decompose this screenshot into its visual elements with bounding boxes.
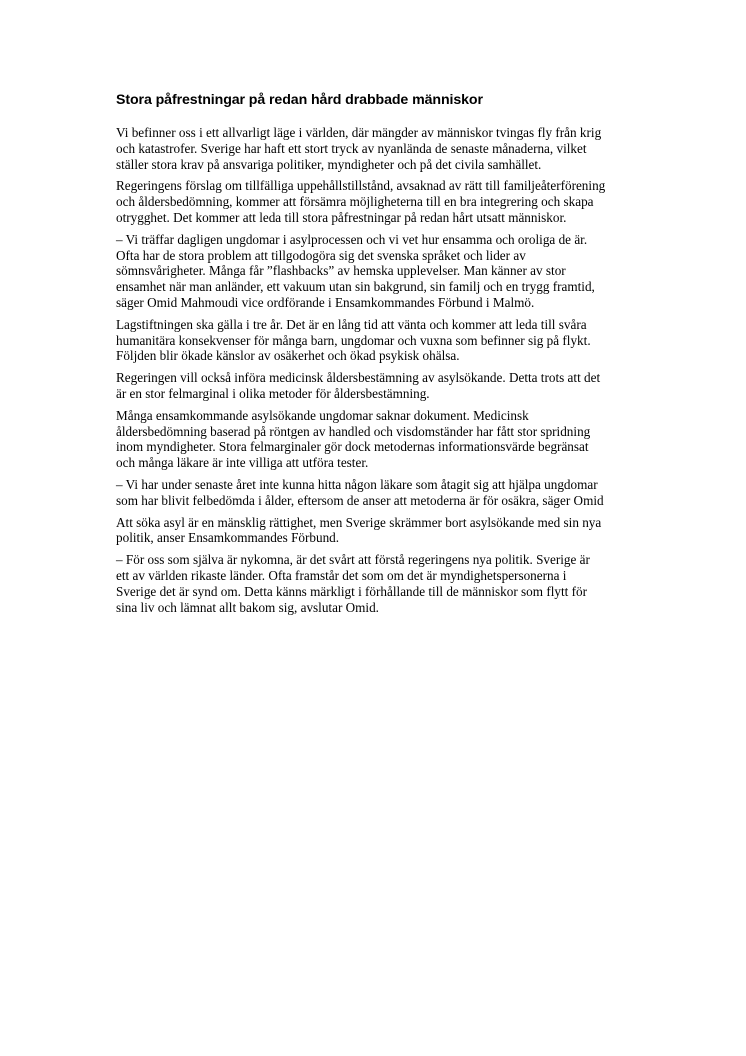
document-body [116,125,606,621]
paragraph: Regeringen vill också införa medicinsk åldersbestämning av asylsökande. Detta trots att det är en stor felmarginal i olika metoder för åldersbestämning. [116,370,601,401]
paragraph: Regeringens förslag om tillfälliga uppehållstillstånd, avsaknad av rätt till familjeåterförening och åldersbedömning, kommer att försämra möjligheterna till en bra integrering och skapa otrygghet. Det kommer att leda till stora påfrestningar på redan hårt utsatt människor. [116,178,606,225]
paragraph: – Vi har under senaste året inte kunna hitta någon läkare som åtagit sig att hjälpa ungdomar som har blivit felbedömda i ålder, eftersom de anser att metoderna är för osäkra, säger Omid [116,476,604,508]
paragraph: Att söka asyl är en mänsklig rättighet, men Sverige skrämmer bort asylsökande med sin nya politik, anser Ensamkommandes Förbund. [116,514,602,546]
paragraph: Vi befinner oss i ett allvarligt läge i världen, där mängder av människor tvingas fly från krig och katastrofer. Sverige har haft ett stort tryck av nyanlända de senaste månaderna, vilket ställer stora krav på ansvariga politiker, myndigheter och på det civila samhället. [116,125,602,172]
paragraph: Många ensamkommande asylsökande ungdomar saknar dokument. Medicinsk åldersbedömning baserad på röntgen av handled och visdomständer har fått stor spridning inom myndigheter. Stora felmarginaler gör dock metodernas informationsvärde begränsat och många läkare är inte villiga att utföra tester. [116,407,591,471]
paragraph: Lagstiftningen ska gälla i tre år. Det är en lång tid att vänta och kommer att leda till svåra humanitära konsekvenser för många barn, ungdomar och vuxna som befinner sig på flykt. Följden blir ökade känslor av osäkerhet och ökad psykisk ohälsa. [116,316,591,364]
paragraph: – För oss som själva är nykomna, är det svårt att förstå regeringens nya politik. Sverige är ett av världen rikaste länder. Ofta framstår det som om det är myndighetspersonerna i Sverige det är synd om. Detta känns märkligt i förhållande till de människor som flytt för sina liv och lämnat allt bakom sig, avslutar Omid. [116,552,590,615]
document-title: Stora påfrestningar på redan hård drabbade människor [116,92,483,108]
paragraph: – Vi träffar dagligen ungdomar i asylprocessen och vi vet hur ensamma och oroliga de är. Ofta har de stora problem att tillgodogöra sig det svenska språket och lider av sömnsvårigheter. Många får ”flashbacks” av hemska upplevelser. Man känner av stor ensamhet när man anländer, ett vakuum utan sin bakgrund, sin familj och en trygg framtid, säger Omid Mahmoudi vice ordförande i Ensamkommandes Förbund i Malmö. [116,231,595,310]
